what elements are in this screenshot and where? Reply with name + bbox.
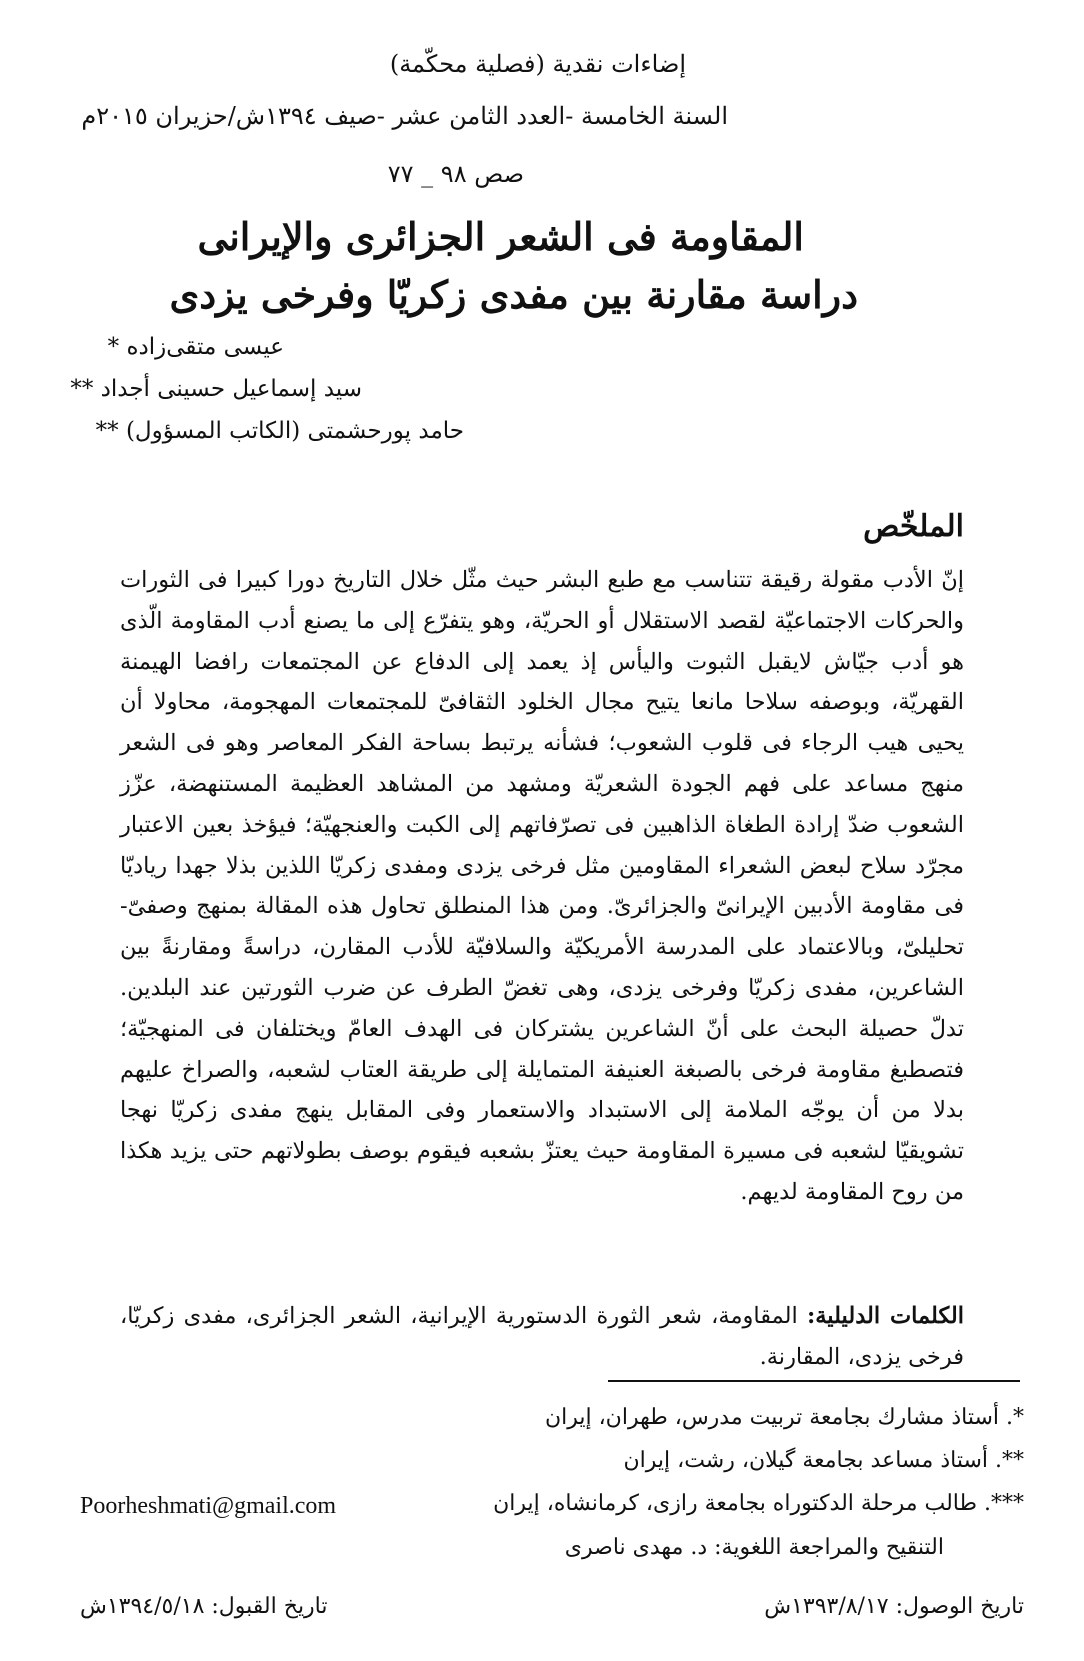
page-range: صص ٩٨ _ ٧٧ [387, 160, 524, 188]
corresponding-email[interactable]: Poorheshmati@gmail.com [80, 1493, 337, 1519]
footnote-1: *. أستاذ مشارك بجامعة تربيت مدرس، طهران، إيران [544, 1405, 1024, 1430]
received-date: تاريخ الوصول: ١٣٩٣/٨/١٧ش [764, 1594, 1024, 1619]
paper-title-line1: المقاومة فى الشعر الجزائرى والإيرانى [197, 214, 804, 259]
keywords-label: الكلمات الدليلية: [806, 1303, 965, 1329]
keywords-text: المقاومة، شعر الثورة الدستورية الإيرانية، الشعر الجزائرى، مفدى زكريّا، فرخى يزدى، المقارنة. [120, 1303, 964, 1370]
journal-name: إضاءات نقدية (فصلية محكّمة) [389, 50, 686, 78]
abstract-heading: الملخّص [863, 509, 964, 544]
author-3: حامد پورحشمتى (الكاتب المسؤول) ** [95, 418, 464, 444]
author-1: عيسى متقى‌زاده * [107, 334, 284, 360]
keywords [120, 1296, 964, 1378]
abstract-body: إنّ الأدب مقولة رقيقة تتناسب مع طبع البشر حيث مثّل خلال التاريخ دورا كبيرا فى الثورات والحركات الاجتماعيّة لقصد الاستقلال أو الحريّة، وهو يتفرّع إلى ما يصنع أدب المقاومة الّذى هو أدب جيّاش لايقبل الثبوت واليأس إذ يعمد إلى الدفاع عن المجتمعات رافضا الهيمنة القهريّة، وبوصفه سلاحا مانعا يتيح مجال الخلود الثقافىّ للمجتمعات المهجومة، محاولا أن يحيى هيب الرجاء فى قلوب الشعوب؛ فشأنه يرتبط بساحة الفكر المعاصر وهو فى الشعر منهج مساعد على فهم الجودة الشعريّة ومشهد من المشاهد العظيمة المستنهضة، عزّز الشعوب ضدّ إرادة الطغاة الذاهبين فى تصرّفاتهم إلى الكبت والعنجهيّة؛ فيؤخذ بعين الاعتبار مجرّد سلاح لبعض الشعراء المقاومين مثل فرخى يزدى ومفدى زكريّا اللذين بذلا جهدا رياديّا فى مقاومة الأدبين الإيرانىّ والجزائرىّ. ومن هذا المنطلق تحاول هذه المقالة بمنهج وصفىّ- تحليلىّ، وبالاعتماد على المدرسة الأمريكيّة والسلافيّة للأدب المقارن، دراسةً ومقارنةً بين الشاعرين، مفدى زكريّا وفرخى يزدى، وهى تغضّ الطرف عن ضرب الثورتين عند البلدين. تدلّ حصيلة البحث على أنّ الشاعرين يشتركان فى الهدف العامّ ويختلفان فى المنهجيّة؛ فتصطبغ مقاومة فرخى بالصبغة العنيفة المتمايلة إلى طريقة العتاب لشعبه، والصراخ عليهم بدلا من أن يوجّه الملامة إلى الاستبداد والاستعمار وفى المقابل ينهج مفدى زكريّا نهجا تشويقيّا لشعبه فى مسيرة المقاومة حيث يعتزّ بشعبه فيقوم بوصف بطولاتهم حتى يزيد هكذا من روح المقاومة لديهم. [120, 567, 964, 1205]
accepted-date: تاريخ القبول: ١٣٩٤/٥/١٨ش [80, 1594, 328, 1619]
author-2: سيد إسماعيل حسينى أجداد ** [70, 376, 362, 402]
language-editor: التنقيح والمراجعة اللغوية: د. مهدى ناصرى [564, 1535, 944, 1560]
issue-info: السنة الخامسة -العدد الثامن عشر -صيف ١٣٩٤ش/حزيران ٢٠١٥م [81, 102, 728, 130]
paper-title-line2: دراسة مقارنة بين مفدى زكريّا وفرخى يزدى [169, 272, 858, 317]
footnote-3: ***. طالب مرحلة الدكتوراه بجامعة رازى، كرمانشاه، إيران [493, 1491, 1024, 1516]
footnote-divider [608, 1380, 1020, 1382]
footnote-2: **. أستاذ مساعد بجامعة گيلان، رشت، إيران [623, 1448, 1024, 1473]
